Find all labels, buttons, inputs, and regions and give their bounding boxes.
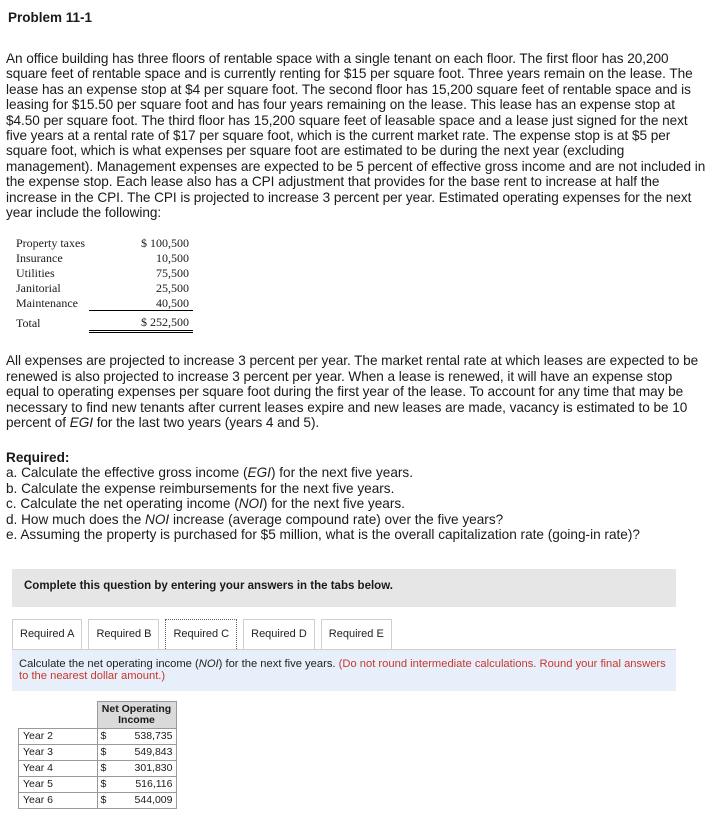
expense-label: Utilities	[16, 266, 55, 281]
requirement-a	[6, 465, 708, 480]
requirement-abbrev: NOI	[145, 511, 170, 527]
requirement-e	[6, 527, 708, 542]
noi-input-year-6[interactable]: 544,009	[118, 792, 176, 808]
expense-amount: 10,500	[155, 251, 189, 266]
expense-label: Insurance	[16, 251, 63, 266]
noi-header-blank	[19, 701, 98, 728]
expense-total-amount: $ 252,500	[89, 311, 193, 332]
expenses-table	[16, 236, 193, 333]
tab-required-e[interactable]: Required E	[321, 619, 392, 649]
requirement-d	[6, 512, 708, 527]
requirement-abbrev: EGI	[247, 465, 271, 481]
expense-amount: 25,500	[155, 280, 189, 295]
expense-total-label: Total	[16, 315, 41, 330]
second-paragraph-text: All expenses are projected to increase 3 percent per year. The market rental rate at which leases are expected to be renewed is also projected to increase 3 percent per year. When a lease is renewed, it will have an expense stop equal to operating expenses per square foot during the first year of the lease. To account for any time that may be necessary to find new tenants after current leases expire and new leases are made, vacancy is estimated to be 10 percent of	[6, 353, 699, 431]
currency-symbol: $	[97, 744, 118, 760]
table-row	[19, 744, 177, 760]
expense-label: Property taxes	[16, 236, 85, 251]
currency-symbol: $	[97, 776, 118, 792]
noi-answer-table	[18, 701, 177, 809]
currency-symbol: $	[97, 760, 118, 776]
currency-symbol: $	[97, 728, 118, 744]
required-heading: Required:	[6, 450, 70, 466]
requirement-text: ) for the next five years.	[270, 465, 414, 481]
second-paragraph-tail: for the last two years (years 4 and 5).	[92, 415, 320, 431]
instruction-text: Calculate the net operating income (	[19, 657, 199, 670]
tab-required-d[interactable]: Required D	[243, 619, 315, 649]
requirement-tabs	[12, 619, 676, 650]
requirement-text: increase (average compound rate) over the five years?	[169, 511, 504, 527]
egi-abbrev: EGI	[69, 415, 93, 431]
expense-row	[16, 281, 193, 296]
year-label: Year 2	[19, 728, 98, 744]
table-row	[19, 792, 177, 808]
expense-row	[16, 251, 193, 266]
tab-required-a[interactable]: Required A	[12, 619, 82, 649]
noi-input-year-5[interactable]: 516,116	[118, 776, 176, 792]
instruction-box	[12, 650, 676, 691]
instruction-text-tail: ) for the next five years.	[218, 657, 339, 670]
answer-panel-header: Complete this question by entering your answers in the tabs below.	[12, 569, 676, 607]
expense-total-row	[16, 311, 193, 332]
requirement-text: d. How much does the	[6, 511, 146, 527]
expense-amount: 40,500	[89, 296, 193, 311]
expense-label: Maintenance	[16, 295, 78, 310]
noi-input-year-2[interactable]: 538,735	[118, 728, 176, 744]
instruction-abbrev: NOI	[198, 657, 219, 670]
problem-title: Problem 11-1	[8, 10, 93, 25]
instruction-note: (Do not round intermediate calculations. Round your final answers to the nearest dollar amount.)	[19, 657, 666, 683]
requirement-text: c. Calculate the net operating income (	[6, 496, 239, 512]
table-row	[19, 728, 177, 744]
tab-required-b[interactable]: Required B	[88, 619, 159, 649]
year-label: Year 4	[19, 760, 98, 776]
intro-paragraph: An office building has three floors of rentable space with a single tenant on each floor. The first floor has 20,200 square feet of rentable space and is currently renting for $15 per square foot. Three years remain on the lease. The lease has an expense stop at $4 per square foot. The second floor has 15,200 square feet of rentable space and is leasing for $15.50 per square foot and has four years remaining on the lease. This lease has an expense stop at $4.50 per square foot. The third floor has 15,200 square feet of leasable space and a lease just signed for the next five years at a rental rate of $17 per square foot, which is the current market rate. The expense stop is at $5 per square foot, which is what expenses per square foot are estimated to be during the next year (excluding management). Management expenses are expected to be 5 percent of effective gross income and are not included in the expense stop. Each lease also has a CPI adjustment that provides for the base rent to increase at half the increase in the CPI. The CPI is projected to increase 3 percent per year. Estimated operating expenses for the next year include the following:	[6, 51, 706, 221]
second-paragraph	[6, 353, 708, 430]
requirement-text: a. Calculate the effective gross income (	[6, 465, 248, 481]
requirement-b	[6, 481, 708, 496]
table-row	[19, 776, 177, 792]
expense-row	[16, 236, 193, 251]
year-label: Year 6	[19, 792, 98, 808]
expense-amount: 75,500	[155, 266, 189, 281]
year-label: Year 3	[19, 744, 98, 760]
expense-row	[16, 266, 193, 281]
tab-required-c[interactable]: Required C	[165, 619, 237, 649]
requirement-text: ) for the next five years.	[262, 496, 405, 512]
requirement-c	[6, 496, 708, 511]
year-label: Year 5	[19, 776, 98, 792]
requirement-text: e. Assuming the property is purchased for $5 million, what is the overall capitalization rate (going-in rate)?	[6, 527, 640, 543]
expense-label: Janitorial	[16, 280, 61, 295]
requirement-abbrev: NOI	[238, 496, 263, 512]
table-row	[19, 760, 177, 776]
noi-input-year-3[interactable]: 549,843	[118, 744, 176, 760]
expense-row	[16, 296, 193, 311]
requirements-list	[6, 465, 708, 542]
requirement-text: b. Calculate the expense reimbursements for the next five years.	[6, 480, 395, 496]
noi-column-header: Net Operating Income	[97, 701, 176, 728]
noi-input-year-4[interactable]: 301,830	[118, 760, 176, 776]
currency-symbol: $	[97, 792, 118, 808]
expense-amount: $ 100,500	[140, 236, 189, 251]
